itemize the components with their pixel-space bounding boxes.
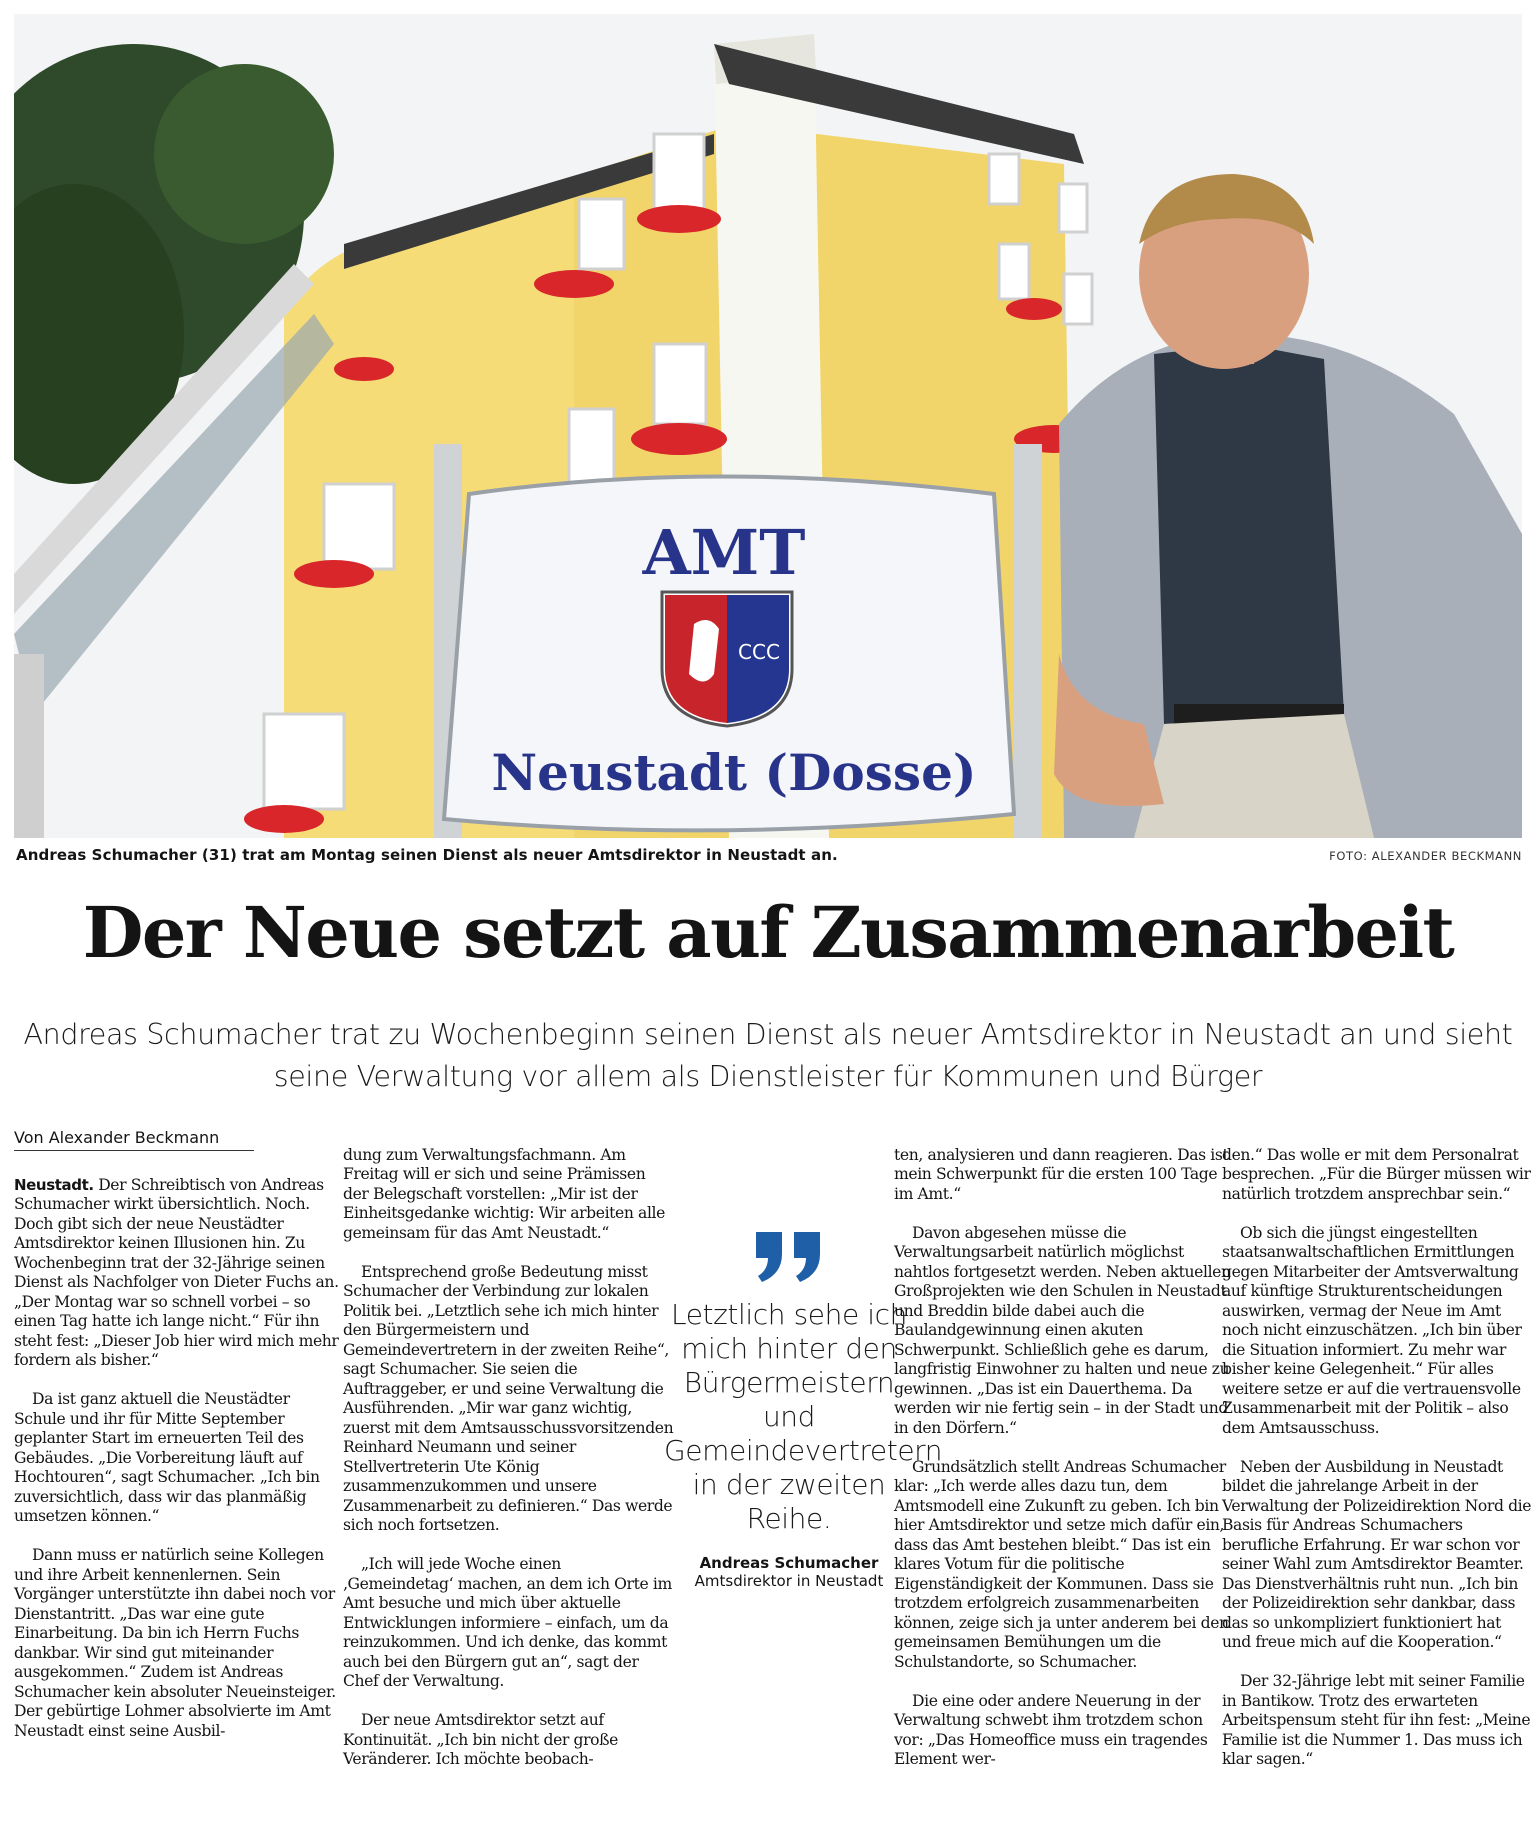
pull-quote <box>664 1228 943 1591</box>
quote-text: Letztlich sehe ich mich hinter den Bürgermeistern und Gemeindevertretern in der zweiten Reihe. <box>664 1298 943 1535</box>
paragraph: den.“ Das wolle er mit dem Personalrat besprechen. „Für die Bürger müssen wir natürlich trotzdem ansprechbar sein.“ <box>1222 1145 1531 1203</box>
quote-author: Andreas Schumacher <box>699 1554 879 1572</box>
article-photo <box>14 14 1522 838</box>
photo-illustration <box>14 14 1522 838</box>
sign-place: Neustadt (Dosse) <box>491 743 977 802</box>
paragraph <box>14 1176 344 1371</box>
paragraph: Der neue Amtsdirektor setzt auf Kontinuität. „Ich bin nicht der große Veränderer. Ich möchte beobach- <box>343 1711 618 1768</box>
paragraph: Davon abgesehen müsse die Verwaltungsarbeit natürlich möglichst nahtlos fortgesetzt werden. Neben aktuellen Großprojekten wie den Schulen in Neustadt und Breddin bilde dabei auch die Baulandgewinnung einen akuten Schwerpunkt. Schließlich gehe es darum, langfristig Einwohner zu halten und neue zu gewinnen. „Das ist ein Dauerthema. Da werden wir nie fertig sein – in der Stadt und in den Dörfern.“ <box>894 1223 1231 1437</box>
paragraph-text: Der Schreibtisch von Andreas Schumacher wirkt übersichtlich. Noch. Doch gibt sich der neue Neustädter Amtsdirektor keinen Illusionen hin. Zu Wochenbeginn trat der 32-Jährige seinen Dienst als Nachfolger von Dieter Fuchs an. „Der Montag war so schnell vorbei – so einen Tag hatte ich lange nicht.“ Für ihn steht fest: „Dieser Job hier wird mich mehr fordern als bisher.“ <box>14 1175 339 1369</box>
quote-mark-icon <box>752 1228 826 1284</box>
paragraph: ten, analysieren und dann reagieren. Das ist mein Schwerpunkt für die ersten 100 Tage im Amt.“ <box>894 1145 1229 1203</box>
subheadline: Andreas Schumacher trat zu Wochenbeginn seinen Dienst als neuer Amtsdirektor in Neustadt an und sieht seine Verwaltung vor allem als Dienstleister für Kommunen und Bürger <box>23 1018 1513 1093</box>
paragraph: Grundsätzlich stellt Andreas Schumacher klar: „Ich werde alles dazu tun, dem Amtsmodell eine Zukunft zu geben. Ich bin hier Amtsdirektor und setze mich dafür ein, dass das Amt bestehen bleibt.“ Das ist ein klares Votum für die politische Eigenständigkeit der Kommunen. Dass sie trotzdem erfolgreich zusammenarbeiten können, zeige sich ja unter anderem bei den gemeinsamen Bemühungen um die Schulstandorte, so Schumacher. <box>894 1457 1229 1671</box>
photo-caption <box>14 846 1522 868</box>
paragraph: Dann muss er natürlich seine Kollegen und ihre Arbeit kennenlernen. Sein Vorgänger unterstützte ihn dabei noch vor Dienstantritt. „Das war eine gute Einarbeitung. Da bin ich Herrn Fuchs dankbar. Wir sind gut miteinander ausgekommen.“ Zudem ist Andreas Schumacher kein absoluter Neueinsteiger. Der gebürtige Lohmer absolvierte im Amt Neustadt einst seine Ausbil- <box>14 1546 336 1740</box>
paragraph: Neben der Ausbildung in Neustadt bildet die jahrelange Arbeit in der Verwaltung der Polizeidirektion Nord die Basis für Andreas Schumachers berufliche Erfahrung. Er war schon vor seiner Wahl zum Amtsdirektor Beamter. Das Dienstverhältnis ruht nun. „Ich bin der Polizeidirektion sehr dankbar, dass das so unkompliziert funktioniert hat und freue mich auf die Kooperation.“ <box>1222 1457 1532 1651</box>
paragraph: „Ich will jede Woche einen ‚Gemeindetag‘ machen, an dem ich Orte im Amt besuche und mich über aktuelle Entwicklungen informiere – einfach, um da reinzukommen. Und ich denke, das kommt auch bei den Bürgern gut an“, sagt der Chef der Verwaltung. <box>343 1555 672 1690</box>
article-column-2 <box>343 1126 674 1789</box>
paragraph: Der 32-Jährige lebt mit seiner Familie in Bantikow. Trotz des erwarteten Arbeitspensum steht für ihn fest: „Meine Familie ist die Nummer 1. Das muss ich klar sagen.“ <box>1222 1672 1531 1768</box>
paragraph: Ob sich die jüngst eingestellten staatsanwaltschaftlichen Ermittlungen gegen Mitarbeiter der Amtsverwaltung auf künftige Strukturentscheidungen auswirken, vermag der Neue im Amt noch nicht einzuschätzen. „Ich bin über die Situation informiert. Zu mehr war bisher keine Gelegenheit.“ Für alles weitere setze er auf die vertrauensvolle Zusammenarbeit mit der Politik – also dem Amtsausschuss. <box>1222 1223 1522 1437</box>
paragraph: Entsprechend große Bedeutung misst Schumacher der Verbindung zur lokalen Politik bei. „Letztlich sehe ich mich hinter den Bürgermeistern und Gemeindevertretern in der zweiten Reihe“, sagt Schumacher. Sie seien die Auftraggeber, er und seine Verwaltung die Ausführenden. „Mir war ganz wichtig, zuerst mit dem Amtsausschussvorsitzenden Reinhard Neumann und seiner Stellvertreterin Ute König zusammenzukommen und unsere Zusammenarbeit zu definieren.“ Das werde sich noch fortsetzen. <box>343 1262 674 1534</box>
crest-letters: CCC <box>738 640 780 664</box>
paragraph: Die eine oder andere Neuerung in der Verwaltung schwebt ihm trotzdem schon vor: „Das Homeoffice muss ein tragendes Element wer- <box>894 1691 1208 1768</box>
caption-text: Andreas Schumacher (31) trat am Montag seinen Dienst als neuer Amtsdirektor in Neustadt an. <box>16 846 838 864</box>
photo-credit: FOTO: ALEXANDER BECKMANN <box>1329 849 1522 863</box>
article-column-4 <box>1222 1126 1532 1789</box>
quote-role: Amtsdirektor in Neustadt <box>694 1572 884 1590</box>
paragraph: Da ist ganz aktuell die Neustädter Schule und ihr für Mitte September geplanter Start im erneuerten Teil des Gebäudes. „Die Vorbereitung läuft auf Hochtouren“, sagt Schumacher. „Ich bin zuversichtlich, dass wir das planmäßig umsetzen können.“ <box>14 1390 320 1525</box>
byline: Von Alexander Beckmann <box>14 1128 254 1151</box>
dateline: Neustadt. <box>14 1175 94 1194</box>
sign-title: AMT <box>642 516 806 589</box>
article-column-1 <box>14 1156 344 1761</box>
paragraph: dung zum Verwaltungsfachmann. Am Freitag will er sich und seine Prämissen der Belegschaft vorstellen: „Mir ist der Einheitsgedanke wichtig: Wir arbeiten alle gemeinsam für das Amt Neustadt.“ <box>343 1145 665 1242</box>
article-column-3 <box>894 1126 1234 1789</box>
headline: Der Neue setzt auf Zusammenarbeit <box>82 891 1454 974</box>
